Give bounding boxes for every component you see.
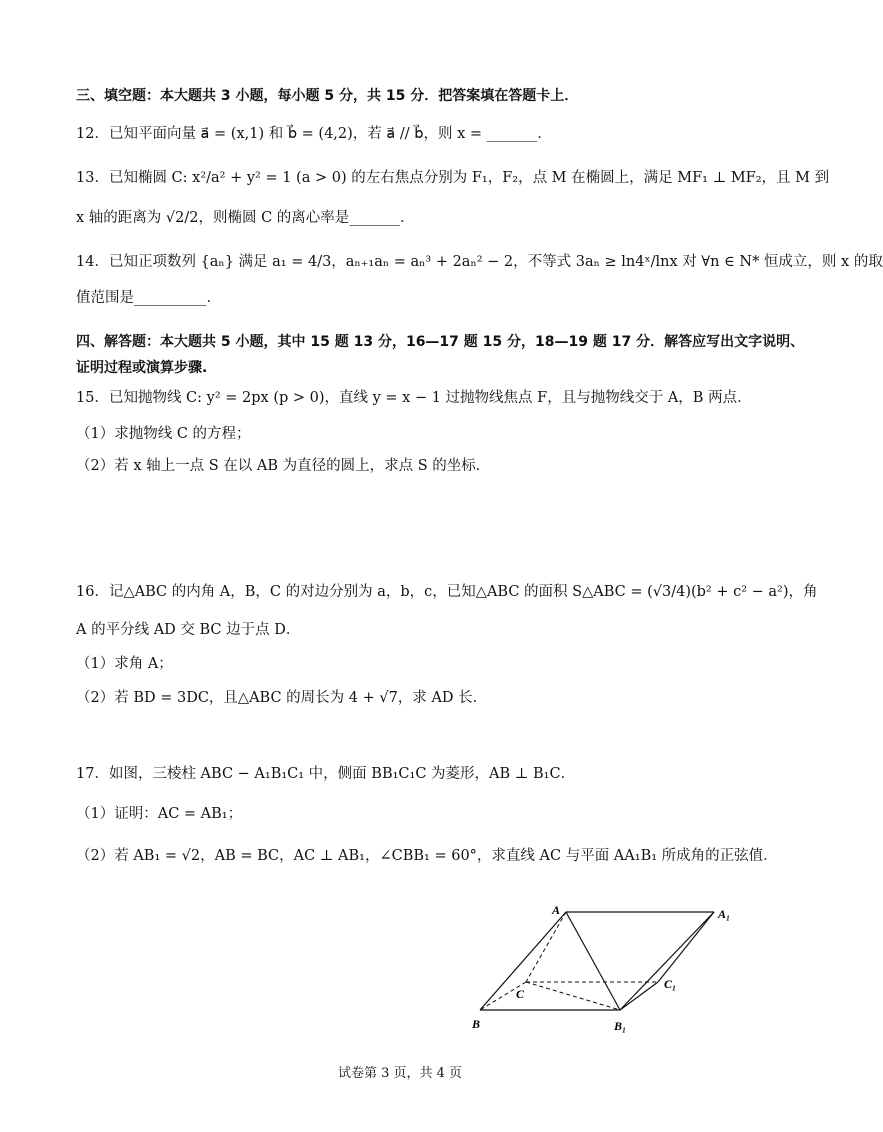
page-footer: 试卷第 3 页，共 4 页 — [337, 1066, 463, 1081]
edge-c-b1 — [526, 982, 620, 1010]
section-4-heading-line1: 四、解答题：本大题共 5 小题，其中 15 题 13 分，16—17 题 15 分，18—19 题 17 分．解答应写出文字说明、 — [76, 334, 805, 350]
prism-figure — [468, 902, 738, 1042]
question-15-part2: （2）若 x 轴上一点 S 在以 AB 为直径的圆上，求点 S 的坐标． — [76, 458, 491, 474]
section-3-heading: 三、填空题：本大题共 3 小题，每小题 5 分，共 15 分．把答案填在答题卡上． — [76, 88, 579, 104]
question-16-part1: （1）求角 A； — [76, 656, 173, 672]
edge-a1-c1 — [658, 912, 714, 982]
question-13-line1: 13．已知椭圆 C: x²/a² + y² = 1 (a > 0) 的左右焦点分别为 F₁，F₂，点 M 在椭圆上，满足 MF₁ ⊥ MF₂，且 M 到 — [76, 170, 830, 186]
question-17-part2: （2）若 AB₁ = √2，AB = BC，AC ⊥ AB₁，∠CBB₁ = 60°，求直线 AC 与平面 AA₁B₁ 所成角的正弦值． — [76, 848, 778, 864]
label-b1: B₁ — [614, 1019, 627, 1033]
question-17-part1: （1）证明：AC = AB₁； — [76, 806, 243, 822]
edge-a-b1 — [566, 912, 620, 1010]
section-4-heading-line2: 证明过程或演算步骤. — [76, 360, 208, 376]
edge-c1-b1 — [620, 982, 658, 1010]
question-13-line2: x 轴的距离为 √2/2，则椭圆 C 的离心率是_______． — [76, 210, 415, 226]
question-12: 12．已知平面向量 a⃗ = (x,1) 和 b⃗ = (4,2)，若 a⃗ // b⃗，则 x = _______． — [76, 126, 552, 142]
label-c1: C₁ — [664, 977, 677, 991]
edge-a1-b1 — [620, 912, 714, 1010]
question-15-part1: （1）求抛物线 C 的方程； — [76, 426, 251, 442]
question-16-part2: （2）若 BD = 3DC，且△ABC 的周长为 4 + √7，求 AD 长． — [76, 690, 488, 706]
label-a1: A₁ — [718, 907, 731, 921]
label-b: B — [472, 1017, 481, 1031]
label-a: A — [552, 903, 561, 917]
question-17: 17．如图，三棱柱 ABC − A₁B₁C₁ 中，侧面 BB₁C₁C 为菱形，AB ⊥ B₁C． — [76, 766, 576, 782]
question-14-line1: 14．已知正项数列 {aₙ} 满足 a₁ = 4/3，aₙ₊₁aₙ = aₙ³ + 2aₙ² − 2，不等式 3aₙ ≥ ln4ˣ/lnx 对 ∀n ∈ N* 恒成立，则 x 的取 — [76, 254, 883, 270]
question-16-line1: 16．记△ABC 的内角 A，B，C 的对边分别为 a，b，c，已知△ABC 的面积 S△ABC = (√3/4)(b² + c² − a²)，角 — [76, 584, 818, 600]
edge-a-c — [526, 912, 566, 982]
question-15: 15．已知抛物线 C: y² = 2px (p > 0)，直线 y = x − 1 过抛物线焦点 F，且与抛物线交于 A，B 两点． — [76, 390, 752, 406]
question-16-line2: A 的平分线 AD 交 BC 边于点 D． — [76, 622, 301, 638]
question-14-line2: 值范围是__________． — [76, 290, 221, 306]
label-c: C — [516, 987, 525, 1001]
